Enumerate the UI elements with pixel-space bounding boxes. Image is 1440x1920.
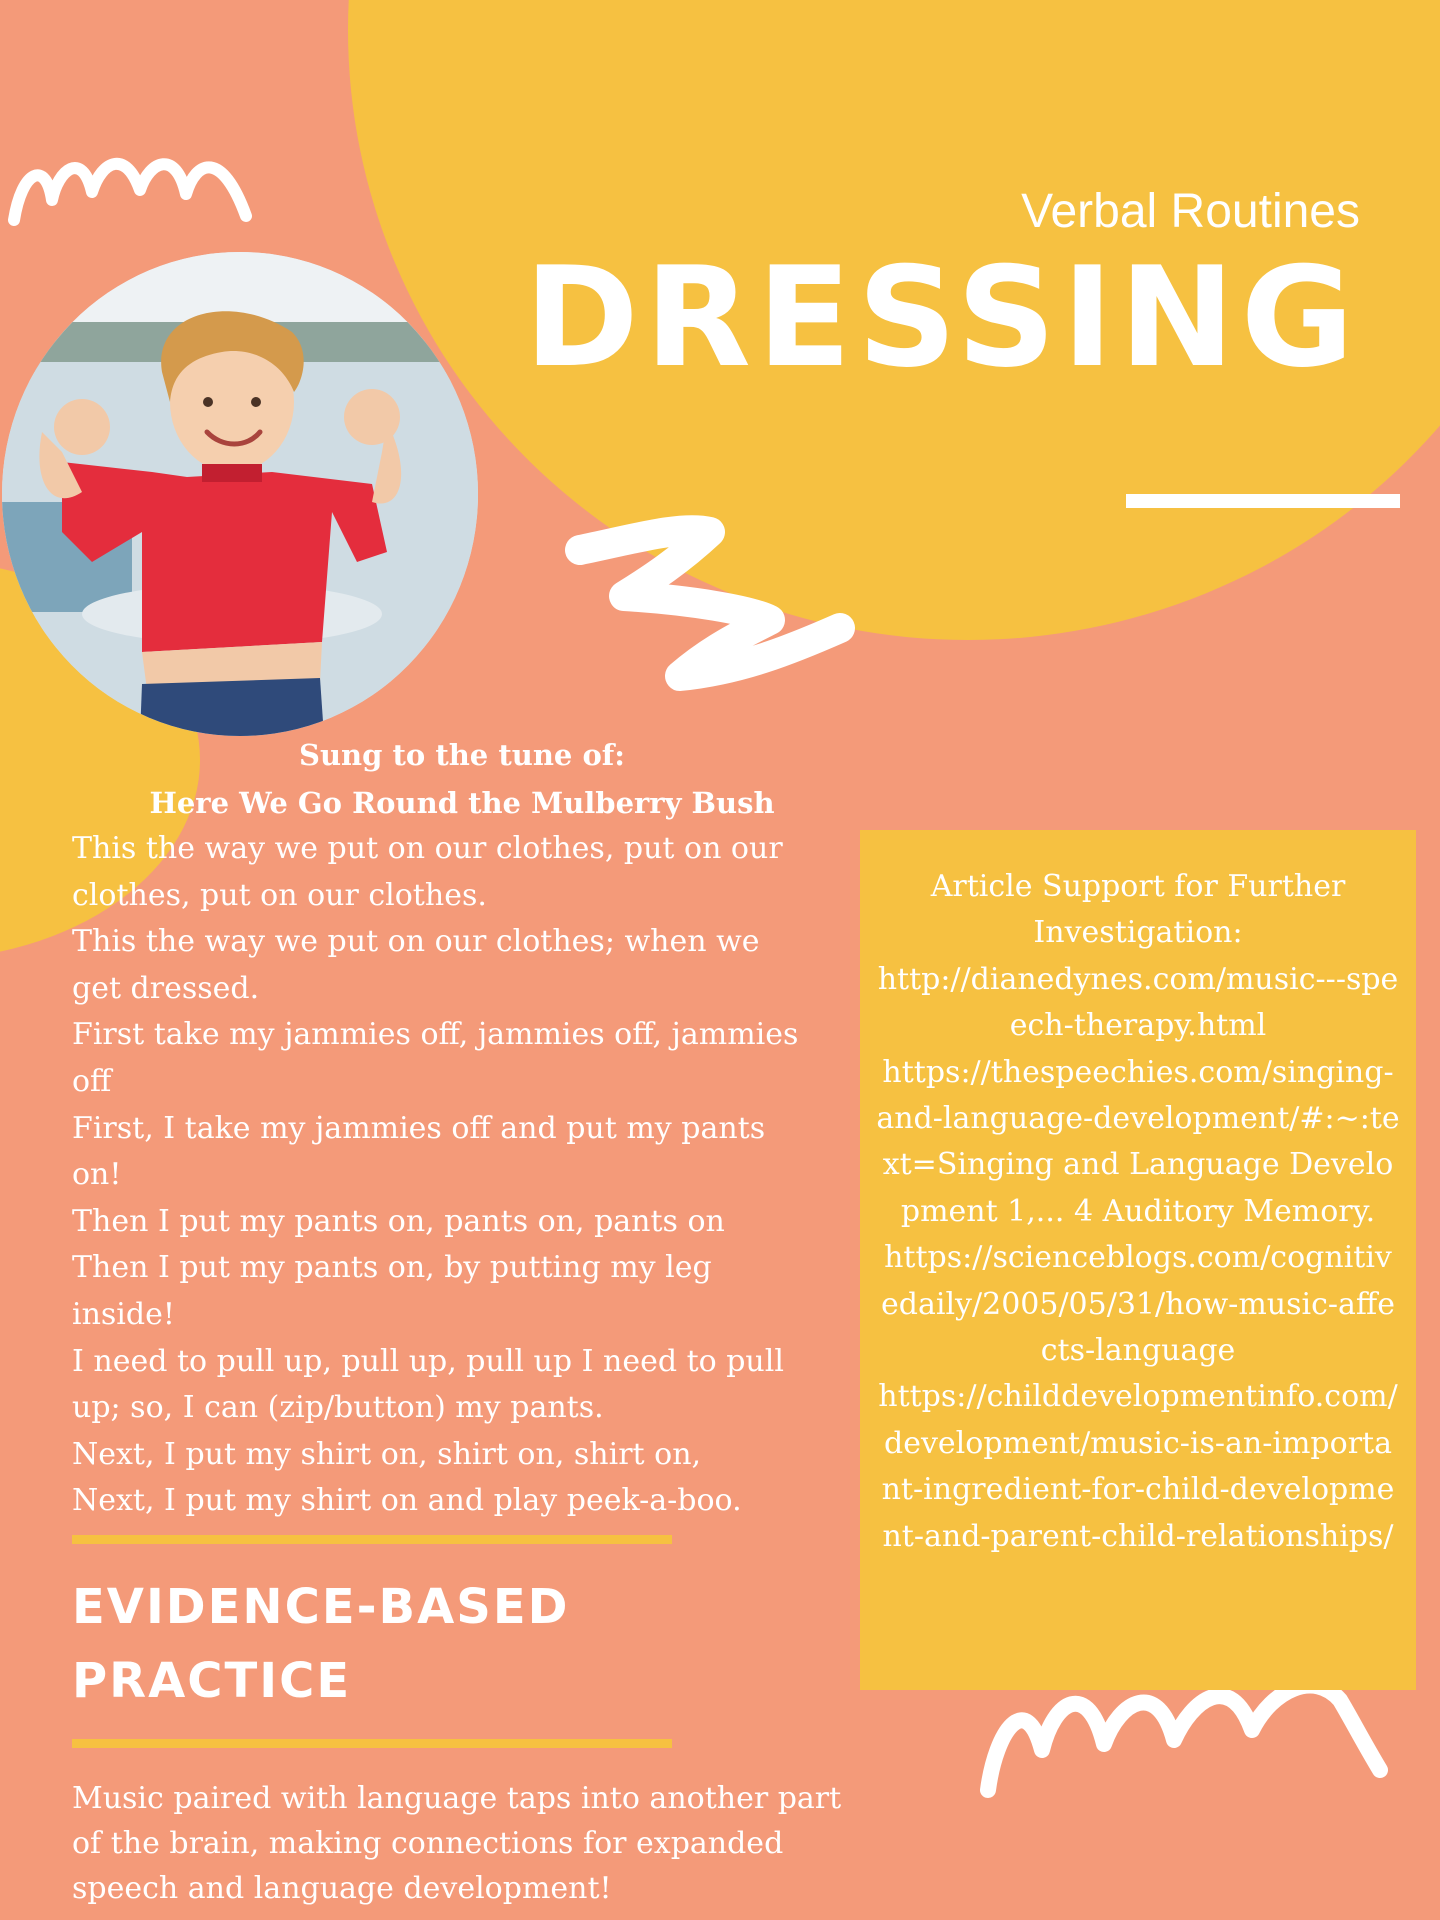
zigzag-icon: [560, 510, 860, 710]
title-underline: [1126, 494, 1400, 508]
article-link[interactable]: https://childdevelopmentinfo.com/development/music-is-an-important-ingredient-for-child-development-and-parent-child-relationships/: [878, 1379, 1398, 1554]
lyric-line: Next, I put my shirt on and play peek-a-boo.: [72, 1483, 742, 1519]
article-support-heading: Article Support for Further Investigation:: [930, 869, 1346, 951]
article-support-text: [876, 864, 1400, 1560]
tune-label: Sung to the tune of:: [299, 738, 625, 772]
lyric-line: First take my jammies off, jammies off, jammies off: [72, 1017, 799, 1099]
lyric-line: Then I put my pants on, by putting my leg inside!: [72, 1250, 712, 1332]
lyric-line: This the way we put on our clothes; when we get dressed.: [72, 924, 760, 1006]
section-heading: [72, 1570, 672, 1718]
lyric-line: I need to pull up, pull up, pull up I need to pull up; so, I can (zip/button) my pants.: [72, 1343, 784, 1426]
section-heading-line2: PRACTICE: [72, 1653, 352, 1709]
subtitle: Verbal Routines: [1021, 185, 1360, 238]
article-link[interactable]: https://scienceblogs.com/cognitivedaily/2005/05/31/how-music-affects-language: [881, 1240, 1395, 1369]
lyric-line: This the way we put on our clothes, put on our clothes, put on our clothes.: [72, 831, 783, 913]
lyric-line: Next, I put my shirt on, shirt on, shirt on,: [72, 1436, 702, 1472]
section-heading-line1: EVIDENCE-BASED: [72, 1579, 570, 1635]
article-link[interactable]: https://thespeechies.com/singing-and-language-development/#:~:text=Singing and Language Development 1,... 4 Auditory Memory.: [876, 1054, 1400, 1229]
page-title: DRESSING: [524, 237, 1360, 398]
article-support-box: [860, 830, 1416, 1690]
lyric-line: First, I take my jammies off and put my pants on!: [72, 1110, 766, 1193]
child-photo: [2, 252, 478, 736]
divider-top: [72, 1535, 672, 1544]
child-flexing-photo-icon: [2, 252, 478, 736]
article-link[interactable]: http://dianedynes.com/music---speech-therapy.html: [877, 961, 1399, 1044]
lyric-line: Then I put my pants on, pants on, pants on: [72, 1203, 725, 1239]
divider-bottom: [72, 1739, 672, 1748]
song-lyrics: [72, 826, 812, 1525]
squiggle-top-left-icon: [0, 130, 270, 240]
evidence-text: Music paired with language taps into another part of the brain, making connections for expanded speech and language development!: [72, 1781, 842, 1906]
tune-name: Here We Go Round the Mulberry Bush: [149, 786, 775, 820]
